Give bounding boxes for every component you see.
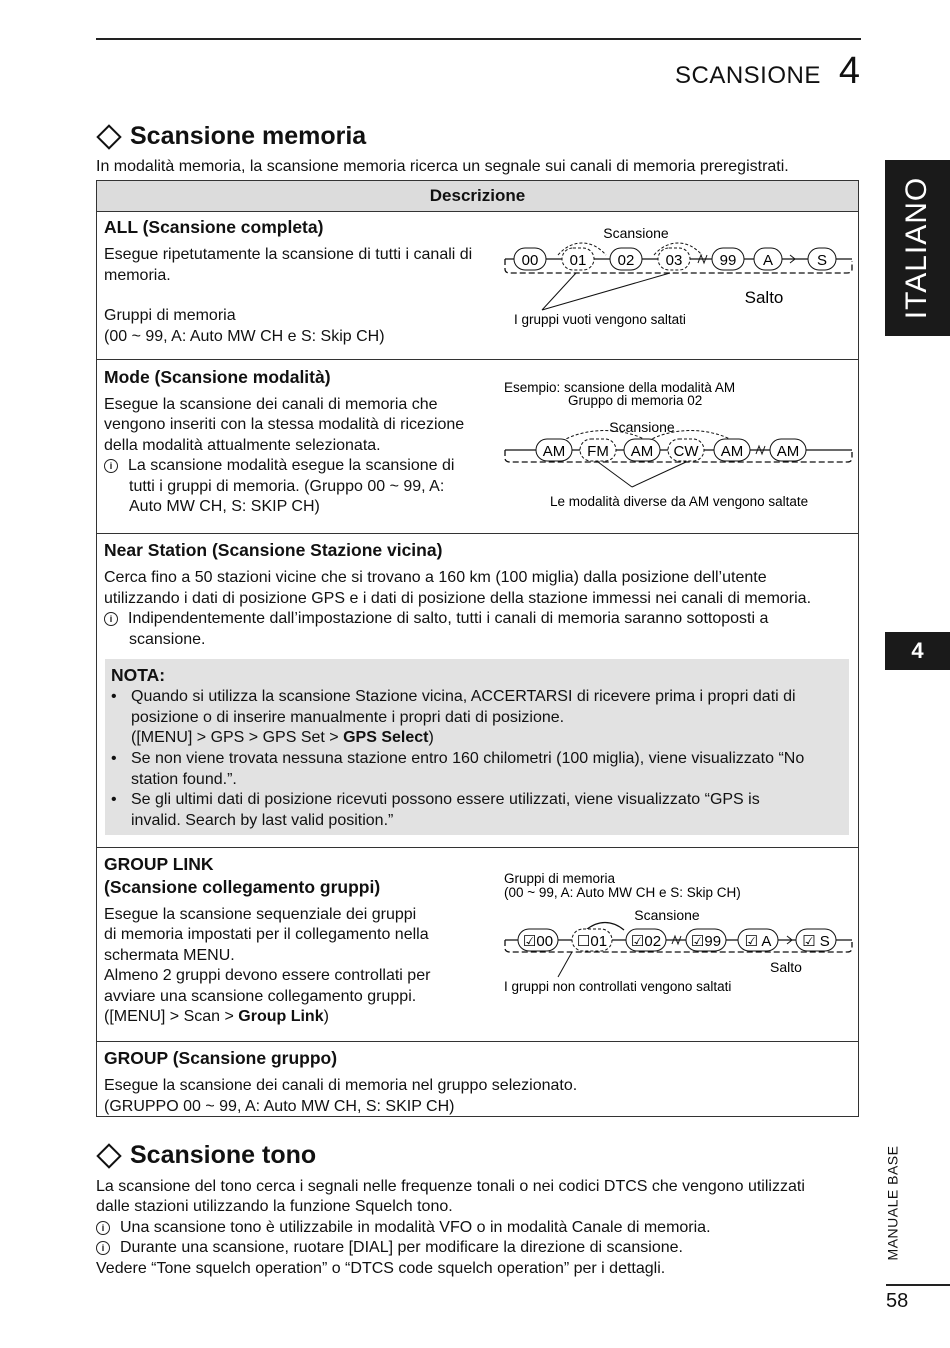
all-scan-label: Scansione xyxy=(603,225,669,241)
all-scan-diagram xyxy=(502,217,858,337)
group-link-desc-2: di memoria impostati per il collegamento nella xyxy=(104,926,429,943)
nota-bullet-2: • Se non viene trovata nessuna stazione entro 160 chilometri (100 miglia), viene visualizzato “No station found.”. xyxy=(111,750,805,788)
memory-scan-heading: Scansione memoria xyxy=(96,122,366,151)
pointer-line xyxy=(598,462,632,487)
break-icon xyxy=(698,255,707,263)
tone-p2: dalle stazioni utilizzando la funzione Squelch tono. xyxy=(96,1198,453,1215)
memory-scan-table xyxy=(96,180,859,1117)
gl-chip: ☑ S xyxy=(802,933,830,950)
mode-info-3: Auto MW CH, S: SKIP CH) xyxy=(129,498,320,515)
tone-p1: La scansione del tono cerca i segnali nelle frequenze tonali o nei codici DTCS che vengono utilizzati xyxy=(96,1178,805,1195)
gl-scan-label: Scansione xyxy=(634,907,700,923)
mode-note: Le modalità diverse da AM vengono saltate xyxy=(550,494,809,509)
row-divider xyxy=(97,533,858,534)
gl-groups: Gruppi di memoria xyxy=(504,871,616,886)
gl-chip: ☑99 xyxy=(690,933,722,950)
channel-chip: 02 xyxy=(617,252,635,269)
diamond-icon xyxy=(96,1143,121,1168)
channel-chip: S xyxy=(816,252,828,269)
page-number-rule xyxy=(886,1284,950,1286)
mode-chip: CW xyxy=(673,443,699,460)
header-chapter: 4 xyxy=(838,50,860,92)
group-link-path: ([MENU] > Scan > Group Link) xyxy=(104,1008,329,1025)
mode-example-1: Esempio: scansione della modalità AM xyxy=(504,380,736,395)
arrow-icon xyxy=(782,936,792,944)
mode-example-2: Gruppo di memoria 02 xyxy=(568,393,703,408)
arrow-icon xyxy=(785,255,795,263)
channel-chip: A xyxy=(762,252,774,269)
near-desc-2: utilizzando i dati di posizione GPS e i dati di posizione della stazione immessi nei canali di memoria. xyxy=(104,590,812,607)
group-link-diagram xyxy=(502,866,858,1001)
channel-chip: 01 xyxy=(569,252,587,269)
header-title: SCANSIONE xyxy=(674,62,821,89)
near-desc-1: Cerca fino a 50 stazioni vicine che si trovano a 160 km (100 miglia) dalla posizione dell’utente xyxy=(104,569,767,586)
group-link-title-1: GROUP LINK xyxy=(104,854,214,874)
break-icon xyxy=(672,936,681,944)
nota-title: NOTA: xyxy=(111,665,166,685)
group-link-desc-1: Esegue la scansione sequenziale dei gruppi xyxy=(104,906,417,923)
near-info-2: scansione. xyxy=(129,631,206,648)
row-divider xyxy=(97,1041,858,1042)
mode-chip: AM xyxy=(720,443,744,460)
near-info-1: i Indipendentemente dall’impostazione di salto, tutti i canali di memoria saranno sottoposti a xyxy=(104,609,768,630)
all-groups-range: (00 ~ 99, A: Auto MW CH e S: Skip CH) xyxy=(104,328,385,345)
row-divider xyxy=(97,359,858,360)
all-skip-label: Salto xyxy=(744,288,784,307)
channel-chip: 00 xyxy=(521,252,539,269)
mode-chip: AM xyxy=(630,443,654,460)
near-title: Near Station (Scansione Stazione vicina) xyxy=(104,540,443,560)
tone-scan-heading: Scansione tono xyxy=(96,1141,316,1170)
gl-chip: ☑02 xyxy=(630,933,662,950)
group-title: GROUP (Scansione gruppo) xyxy=(104,1048,338,1068)
group-link-desc-3: schermata MENU. xyxy=(104,947,235,964)
mode-title: Mode (Scansione modalità) xyxy=(104,367,331,387)
pointer-line xyxy=(632,462,686,487)
tone-p3: Vedere “Tone squelch operation” o “DTCS code squelch operation” per i dettagli. xyxy=(96,1260,666,1277)
page-number: 58 xyxy=(886,1290,909,1312)
mode-info-2: tutti i gruppi di memoria. (Gruppo 00 ~ 99, A: xyxy=(129,478,445,495)
group-link-desc-5: avviare una scansione collegamento gruppi. xyxy=(104,988,417,1005)
nota-box xyxy=(105,659,849,835)
all-desc: Esegue ripetutamente la scansione di tutti i canali di memoria. xyxy=(104,246,473,284)
info-icon: i xyxy=(104,612,118,626)
tone-info-2: i Durante una scansione, ruotare [DIAL] per modificare la direzione di scansione. xyxy=(96,1238,683,1259)
mode-chip: AM xyxy=(542,443,566,460)
channel-chip: 03 xyxy=(665,252,683,269)
pointer-line xyxy=(558,952,572,977)
gl-chip: ☑00 xyxy=(522,933,554,950)
language-tab: ITALIANO xyxy=(885,160,950,336)
mode-chip: AM xyxy=(776,443,800,460)
gl-skip-label: Salto xyxy=(770,959,802,975)
nota-bullet-3: • Se gli ultimi dati di posizione ricevuti possono essere utilizzati, viene visualizzato “GPS is invalid. Search by last valid position.” xyxy=(111,791,760,829)
pointer-line xyxy=(542,273,576,310)
manual-label: MANUALE BASE xyxy=(884,1145,900,1261)
mode-desc-3: della modalità attualmente selezionata. xyxy=(104,437,381,454)
gl-groups-range: (00 ~ 99, A: Auto MW CH e S: Skip CH) xyxy=(504,885,741,900)
all-empty-note: I gruppi vuoti vengono saltati xyxy=(514,312,686,327)
mode-desc-2: vengono inseriti con la stessa modalità di ricezione xyxy=(104,416,465,433)
page-header xyxy=(675,50,860,93)
row-divider xyxy=(97,847,858,848)
gl-note: I gruppi non controllati vengono saltati xyxy=(504,979,732,994)
mode-scan-diagram xyxy=(502,377,858,513)
tone-info-1: i Una scansione tono è utilizzabile in modalità VFO o in modalità Canale di memoria. xyxy=(96,1218,711,1239)
group-link-title-2: (Scansione collegamento gruppi) xyxy=(104,877,381,897)
mode-scan-label: Scansione xyxy=(609,419,675,435)
mode-info-1: i La scansione modalità esegue la scansione di xyxy=(104,456,454,477)
table-header: Descrizione xyxy=(97,181,858,212)
info-icon: i xyxy=(96,1221,110,1235)
group-link-desc-4: Almeno 2 gruppi devono essere controllati per xyxy=(104,967,431,984)
channel-chip: 99 xyxy=(719,252,737,269)
group-desc-1: Esegue la scansione dei canali di memoria nel gruppo selezionato. xyxy=(104,1077,578,1094)
gl-scan-arc xyxy=(586,923,624,931)
info-icon: i xyxy=(104,459,118,473)
gl-chip: ☑ A xyxy=(744,933,772,950)
gl-chip: ☐01 xyxy=(576,933,608,950)
break-icon xyxy=(756,446,765,454)
chapter-tab: 4 xyxy=(885,632,950,670)
all-title: ALL (Scansione completa) xyxy=(104,217,324,237)
nota-bullet-1: • Quando si utilizza la scansione Stazione vicina, ACCERTARSI di ricevere prima i propri dati di posizione o di inserire manualmente i propri dati di posizione. ([MENU] > GPS > GPS Set > GPS Select) xyxy=(111,688,796,746)
mode-chip: FM xyxy=(587,443,609,460)
diamond-icon xyxy=(96,124,121,149)
group-desc-2: (GRUPPO 00 ~ 99, A: Auto MW CH, S: SKIP CH) xyxy=(104,1098,455,1115)
header-rule xyxy=(96,38,861,40)
pointer-line xyxy=(542,273,670,310)
info-icon: i xyxy=(96,1241,110,1255)
memory-scan-intro: In modalità memoria, la scansione memoria ricerca un segnale sui canali di memoria preregistrati. xyxy=(96,158,789,175)
mode-desc-1: Esegue la scansione dei canali di memoria che xyxy=(104,396,438,413)
all-groups: Gruppi di memoria xyxy=(104,307,236,324)
